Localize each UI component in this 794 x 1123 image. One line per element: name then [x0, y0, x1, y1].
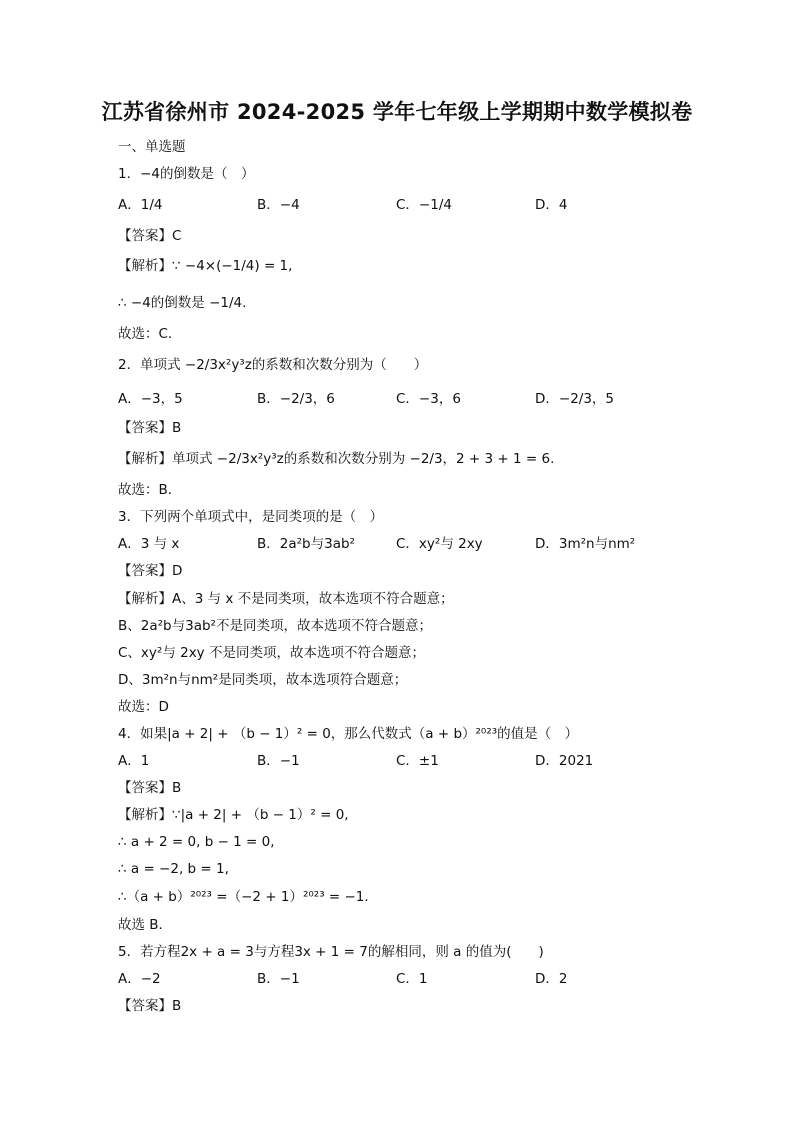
q1-option-a: A．1/4 — [118, 197, 163, 213]
q3-explanation-1: 【解析】A、3 与 x 不是同类项，故本选项不符合题意； — [118, 591, 454, 607]
q4-stem: 4．如果|a + 2| + （b − 1）² = 0，那么代数式（a + b）²⁰²³的值是（ ） — [118, 726, 579, 742]
q4-option-a: A．1 — [118, 753, 150, 769]
q5-option-a: A．−2 — [118, 971, 161, 987]
q3-option-c: C．xy²与 2xy — [396, 536, 483, 552]
q1-option-b: B．−4 — [257, 197, 300, 213]
q2-explanation-2: 故选：B． — [118, 482, 182, 498]
q2-option-b: B．−2/3，6 — [257, 391, 335, 407]
q4-answer: 【答案】B — [118, 780, 182, 796]
q4-option-c: C．±1 — [396, 753, 439, 769]
q3-explanation-5: 故选：D — [118, 699, 169, 715]
q2-stem: 2．单项式 −2/3x²y³z的系数和次数分别为（ ） — [118, 357, 428, 373]
section-heading: 一、单选题 — [118, 139, 186, 155]
q3-stem: 3．下列两个单项式中，是同类项的是（ ） — [118, 509, 384, 525]
q2-explanation-1: 【解析】单项式 −2/3x²y³z的系数和次数分别为 −2/3，2 + 3 + 1 = 6. — [118, 451, 555, 467]
q1-option-c: C．−1/4 — [396, 197, 452, 213]
q4-explanation-1: 【解析】∵|a + 2| + （b − 1）² = 0, — [118, 807, 349, 823]
q5-option-d: D．2 — [535, 971, 568, 987]
q4-option-d: D．2021 — [535, 753, 594, 769]
q5-stem: 5．若方程2x + a = 3与方程3x + 1 = 7的解相同，则 a 的值为( ) — [118, 944, 544, 960]
q5-option-c: C．1 — [396, 971, 428, 987]
q1-answer: 【答案】C — [118, 228, 182, 244]
q4-option-b: B．−1 — [257, 753, 300, 769]
q2-option-d: D．−2/3，5 — [535, 391, 615, 407]
q4-explanation-2: ∴ a + 2 = 0, b − 1 = 0, — [118, 834, 275, 850]
q1-explanation-2: ∴ −4的倒数是 −1/4. — [118, 295, 247, 311]
q1-option-d: D．4 — [535, 197, 568, 213]
q3-option-a: A．3 与 x — [118, 536, 180, 552]
exam-title: 江苏省徐州市 2024-2025 学年七年级上学期期中数学模拟卷 — [101, 100, 693, 124]
q5-option-b: B．−1 — [257, 971, 300, 987]
q2-option-a: A．−3，5 — [118, 391, 183, 407]
q1-stem: 1．−4的倒数是（ ） — [118, 166, 255, 182]
q4-explanation-5: 故选 B． — [118, 917, 173, 933]
q3-explanation-3: C、xy²与 2xy 不是同类项，故本选项不符合题意； — [118, 645, 425, 661]
q3-explanation-4: D、3m²n与nm²是同类项，故本选项符合题意； — [118, 672, 408, 688]
q1-explanation-3: 故选：C． — [118, 326, 182, 342]
q2-answer: 【答案】B — [118, 420, 182, 436]
q2-option-c: C．−3，6 — [396, 391, 461, 407]
q5-answer: 【答案】B — [118, 998, 182, 1014]
q3-explanation-2: B、2a²b与3ab²不是同类项，故本选项不符合题意； — [118, 618, 432, 634]
q3-option-d: D．3m²n与nm² — [535, 536, 636, 552]
q4-explanation-3: ∴ a = −2, b = 1, — [118, 861, 229, 877]
q3-option-b: B．2a²b与3ab² — [257, 536, 355, 552]
q3-answer: 【答案】D — [118, 563, 183, 579]
q1-explanation-1: 【解析】∵ −4×(−1/4) = 1, — [118, 258, 293, 274]
q4-explanation-4: ∴（a + b）²⁰²³ =（−2 + 1）²⁰²³ = −1. — [118, 889, 369, 905]
